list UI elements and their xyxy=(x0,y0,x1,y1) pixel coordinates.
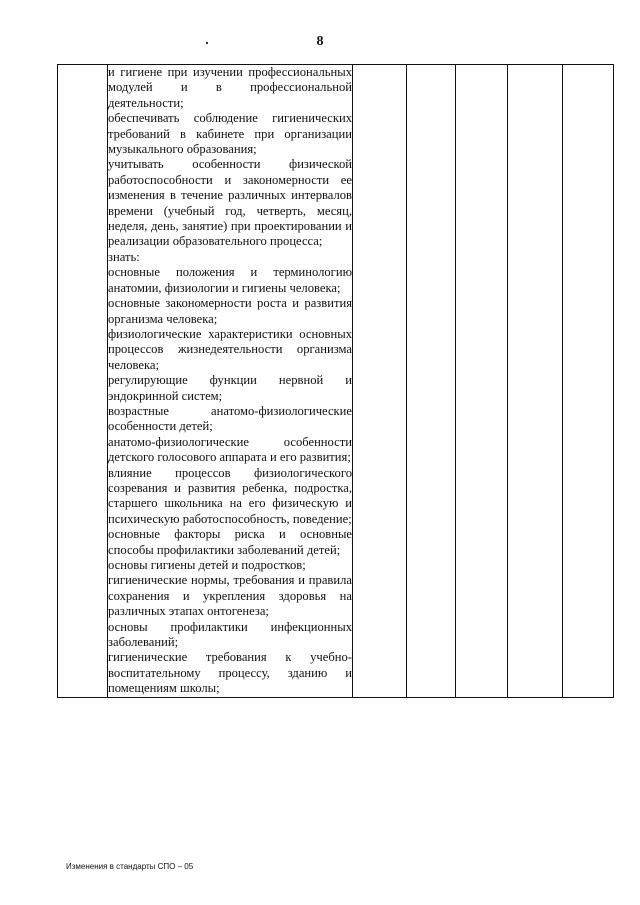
content-line: основы профилактики инфекционных заболеваний; xyxy=(108,619,352,650)
content-cell xyxy=(108,65,353,698)
content-line: анатомо-физиологические особенности детского голосового аппарата и его развития; xyxy=(108,434,352,465)
content-line: регулирующие функции нервной и эндокринной систем; xyxy=(108,373,352,403)
empty-cell xyxy=(353,65,407,698)
content-line: и гигиене при изучении профессиональных модулей и в профессиональной деятельности; xyxy=(108,65,352,110)
content-line: учитывать особенности физической работоспособности и закономерности ее изменения в течение различных интервалов времени (учебный год, четверть, месяц, неделя, день, занятие) при проектировании и реализации образовательного процесса; xyxy=(108,157,352,249)
empty-cell xyxy=(407,65,456,698)
content-line: знать: xyxy=(108,249,140,264)
standard-table xyxy=(57,64,614,698)
content-line: гигиенические требования к учебно-воспитательному процессу, зданию и помещениям школы; xyxy=(108,650,352,696)
content-line: возрастные анатомо-физиологические особенности детей; xyxy=(108,403,352,434)
table-row xyxy=(58,65,614,698)
footer-note: Изменения в стандарты СПО – 05 xyxy=(66,862,194,871)
index-cell xyxy=(58,65,108,698)
content-line: основные факторы риска и основные способы профилактики заболеваний детей; xyxy=(108,527,352,557)
content-line: основные закономерности роста и развития организма человека; xyxy=(108,296,352,326)
content-line: гигиенические нормы, требования и правила сохранения и укрепления здоровья на различных этапах онтогенеза; xyxy=(108,573,352,619)
empty-cell xyxy=(456,65,508,698)
content-line: основы гигиены детей и подростков; xyxy=(108,558,306,572)
stray-dot xyxy=(206,42,208,44)
content-line: влияние процессов физиологического созревания и развития ребенка, подростка, старшего школьника на его физическую и психическую работоспособность, поведение; xyxy=(108,465,352,526)
content-line: обеспечивать соблюдение гигиенических требований в кабинете при организации музыкального образования; xyxy=(108,111,352,157)
content-line: основные положения и терминологию анатомии, физиологии и гигиены человека; xyxy=(108,265,352,295)
page-number: 8 xyxy=(316,34,324,49)
empty-cell xyxy=(508,65,563,698)
content-line: физиологические характеристики основных процессов жизнедеятельности организма человека; xyxy=(108,326,352,372)
empty-cell xyxy=(563,65,614,698)
